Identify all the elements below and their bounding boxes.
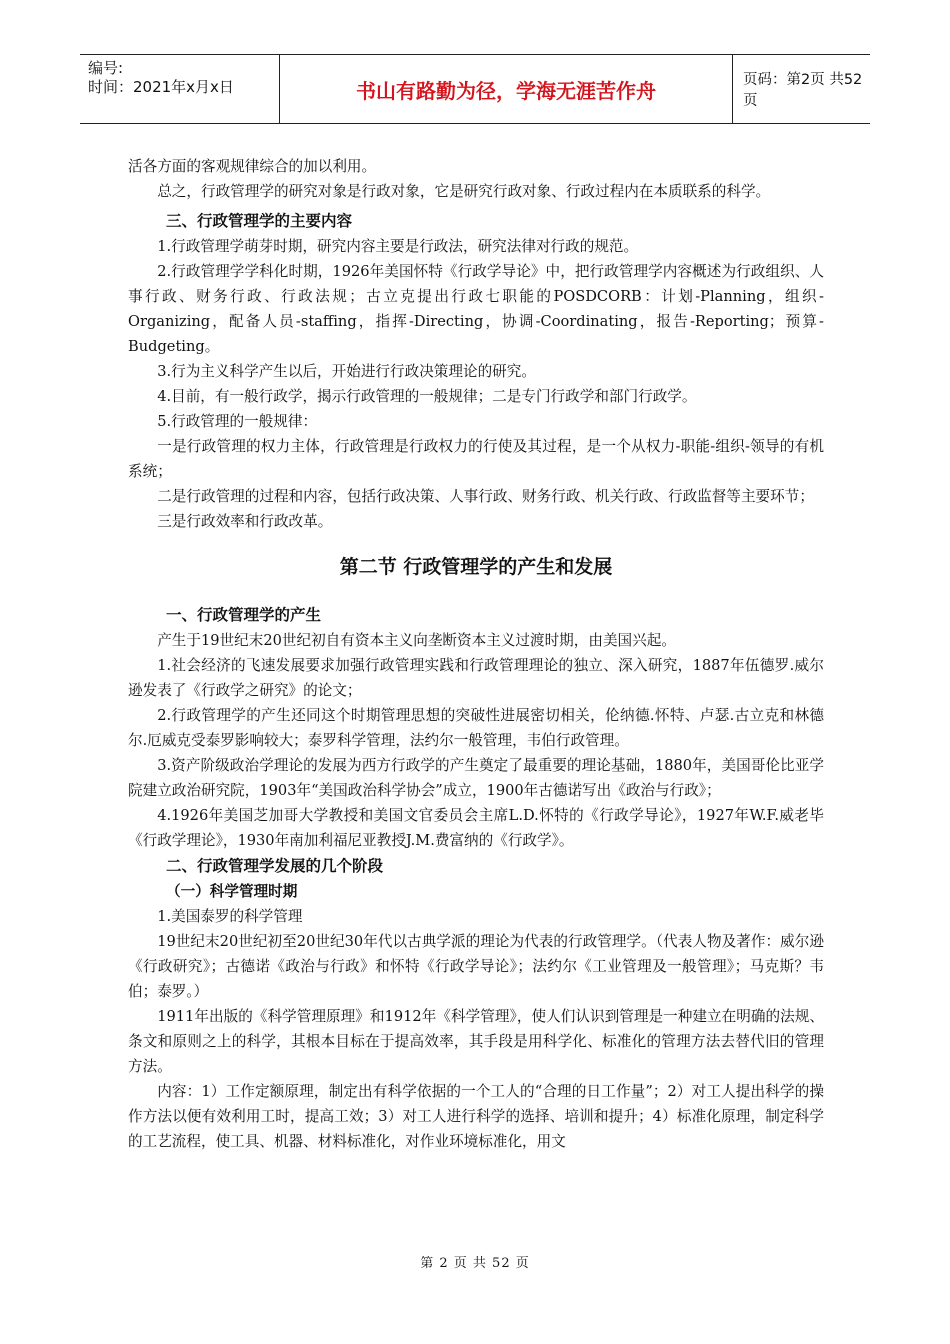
heading-origin: 一、行政管理学的产生 [166,606,322,624]
paragraph: 1.行政管理学萌芽时期，研究内容主要是行政法，研究法律对行政的规范。 [157,238,639,255]
page-footer: 第 2 页 共 52 页 [420,1256,530,1271]
section-title: 第二节 行政管理学的产生和发展 [339,556,613,578]
document-body [128,154,824,1154]
header-motto: 书山有路勤为径，学海无涯苦作舟 [280,55,733,123]
paragraph: 2.行政管理学的产生还同这个时期管理思想的突破性进展密切相关，伦纳德.怀特、卢瑟.古立克和林德尔.厄威克受泰罗影响较大；泰罗科学管理，法约尔一般管理，韦伯行政管理。 [128,707,824,749]
paragraph: 一是行政管理的权力主体，行政管理是行政权力的行使及其过程，是一个从权力-职能-组织-领导的有机系统； [128,438,824,480]
paragraph: 二是行政管理的过程和内容，包括行政决策、人事行政、财务行政、机关行政、行政监督等主要环节； [157,488,814,505]
paragraph: 产生于19世纪末20世纪初自有资本主义向垄断资本主义过渡时期，由美国兴起。 [157,632,676,649]
header-meta [80,55,280,123]
paragraph: 4.1926年美国芝加哥大学教授和美国文官委员会主席L.D.怀特的《行政学导论》，1927年W.F.威老毕《行政学理论》，1930年南加利福尼亚教授J.M.费富纳的《行政学》。 [128,807,824,849]
document-header [80,54,870,124]
paragraph: 1.社会经济的飞速发展要求加强行政管理实践和行政管理理论的独立、深入研究，1887年伍德罗.威尔逊发表了《行政学之研究》的论文； [128,657,824,699]
paragraph: 1.美国泰罗的科学管理 [157,908,303,925]
paragraph: 1911年出版的《科学管理原理》和1912年《科学管理》，使人们认识到管理是一种建立在明确的法规、条文和原则之上的科学，其根本目标在于提高效率，其手段是用科学化、标准化的管理方法去替代旧的管理方法。 [128,1008,824,1075]
number-label: 编号: [88,59,124,77]
paragraph: 19世纪末20世纪初至20世纪30年代以古典学派的理论为代表的行政管理学。（代表人物及著作：威尔逊《行政研究》；古德诺《政治与行政》和怀特《行政学导论》；法约尔《工业管理及一般管理》；马克斯？韦伯；泰罗。） [128,933,824,1000]
header-page-info: 页码：第2页 共52页 [743,72,863,109]
paragraph: 3.行为主义科学产生以后，开始进行行政决策理论的研究。 [157,363,536,380]
time-label: 时间：2021年x月x日 [88,78,234,96]
paragraph: 4.目前，有一般行政学，揭示行政管理的一般规律；二是专门行政学和部门行政学。 [157,388,697,405]
heading-development-stages: 二、行政管理学发展的几个阶段 [166,857,384,875]
paragraph: 内容：1）工作定额原理，制定出有科学依据的一个工人的“合理的日工作量”；2）对工人提出科学的操作方法以便有效利用工时，提高工效；3）对工人进行科学的选择、培训和提升；4）标准化原理，制定科学的工艺流程，使工具、机器、材料标准化，对作业环境标准化，用文 [128,1083,824,1150]
paragraph: 活各方面的客观规律综合的加以利用。 [128,158,377,175]
heading-scientific-management: （一）科学管理时期 [166,883,298,900]
paragraph: 5.行政管理的一般规律： [157,413,318,430]
paragraph: 2.行政管理学学科化时期，1926年美国怀特《行政学导论》中，把行政管理学内容概述为行政组织、人事行政、财务行政、行政法规；古立克提出行政七职能的POSDCORB：计划-Planning，组织-Organizing，配备人员-staffing，指挥-Directing，协调-Coordinating，报告-Reporting；预算-Budgeting。 [128,263,824,355]
paragraph: 总之，行政管理学的研究对象是行政对象，它是研究行政对象、行政过程内在本质联系的科学。 [157,183,771,200]
paragraph: 三是行政效率和行政改革。 [157,513,333,530]
paragraph: 3.资产阶级政治学理论的发展为西方行政学的产生奠定了最重要的理论基础，1880年，美国哥伦比亚学院建立政治研究院，1903年“美国政治科学协会”成立，1900年古德诺写出《政治与行政》； [128,757,824,799]
heading-main-content: 三、行政管理学的主要内容 [166,212,353,230]
